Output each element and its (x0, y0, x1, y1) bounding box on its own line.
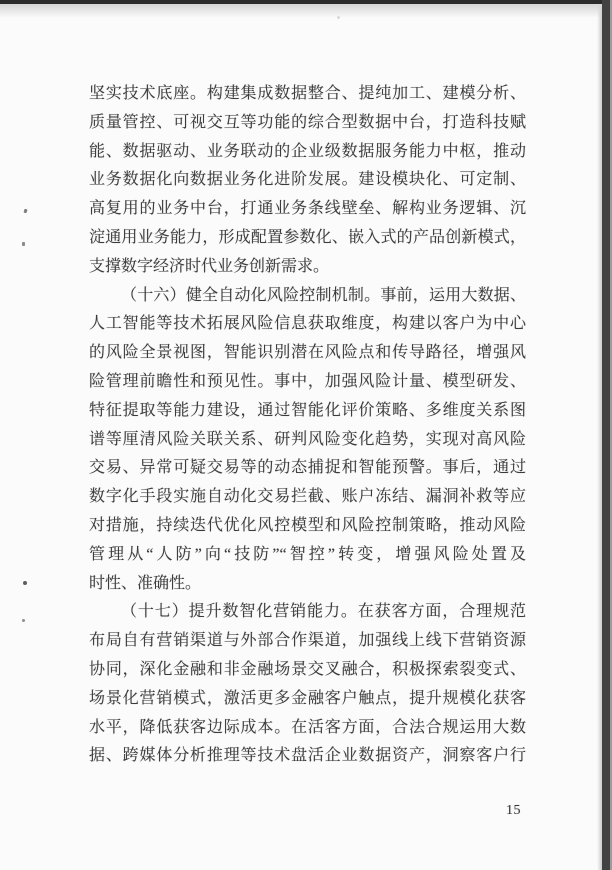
text-line: 坚实技术底座。构建集成数据整合、提纯加工、建模分析、 (89, 85, 526, 102)
text-line: 布局自有营销渠道与外部合作渠道，加强线上线下营销资源 (89, 632, 526, 650)
page-number: 15 (506, 803, 521, 818)
text-line: 特征提取等能力建设，通过智能化评价策略、多维度关系图 (89, 401, 526, 419)
text-line: 业务数据化向数据业务化进阶发展。建设模块化、可定制、 (89, 171, 526, 189)
text-line: 水平，降低获客边际成本。在活客方面，合法合规运用大数 (89, 718, 526, 736)
text-line: 协同，深化金融和非金融场景交叉融合，积极探索裂变式、 (89, 660, 526, 678)
text-line: 数字化手段实施自动化交易拦截、账户冻结、漏洞补救等应 (89, 488, 526, 506)
text-line: 管理从“人防”向“技防”“智控”转变，增强风险处置及 (89, 545, 526, 563)
text-line: 淀通用业务能力，形成配置参数化、嵌入式的产品创新模式， (89, 228, 526, 246)
text-line: 据、跨媒体分析推理等技术盘活企业数据资产，洞察客户行 (89, 747, 526, 765)
text-line: 交易、异常可疑交易等的动态捕捉和智能预警。事后，通过 (89, 459, 526, 477)
text-line: 时性、准确性。 (89, 574, 202, 592)
document-text-block (89, 80, 526, 771)
scan-speck (22, 242, 25, 246)
text-line: 质量管控、可视交互等功能的综合型数据中台，打造科技赋 (89, 113, 526, 131)
text-line: 支撑数字经济时代业务创新需求。 (89, 257, 330, 275)
text-line: 能、数据驱动、业务联动的企业级数据服务能力中枢，推动 (89, 142, 526, 160)
scan-edge-top-fade (0, 4, 612, 18)
text-line: 对措施，持续迭代优化风控模型和风险控制策略，推动风险 (89, 516, 526, 534)
text-line: 险管理前瞻性和预见性。事中，加强风险计量、模型研发、 (89, 372, 526, 390)
text-line: 高复用的业务中台，打通业务条线壁垒、解构业务逻辑、沉 (89, 200, 526, 218)
text-line-section-17-heading: （十七）提升数智化营销能力。在获客方面，合理规范 (121, 603, 526, 621)
scan-speck (22, 619, 25, 622)
scan-speck (23, 581, 27, 585)
text-line: 人工智能等技术拓展风险信息获取维度，构建以客户为中心 (89, 315, 526, 333)
scan-speck (23, 209, 27, 214)
text-line: 的风险全景视图，智能识别潜在风险点和传导路径，增强风 (89, 344, 526, 362)
text-line: 场景化营销模式，激活更多金融客户触点，提升规模化获客 (89, 689, 526, 707)
scan-edge-right (602, 0, 610, 870)
text-line: 谱等厘清风险关联关系、研判风险变化趋势，实现对高风险 (89, 430, 526, 448)
text-line-section-16-heading: （十六）健全自动化风险控制机制。事前，运用大数据、 (121, 286, 526, 304)
